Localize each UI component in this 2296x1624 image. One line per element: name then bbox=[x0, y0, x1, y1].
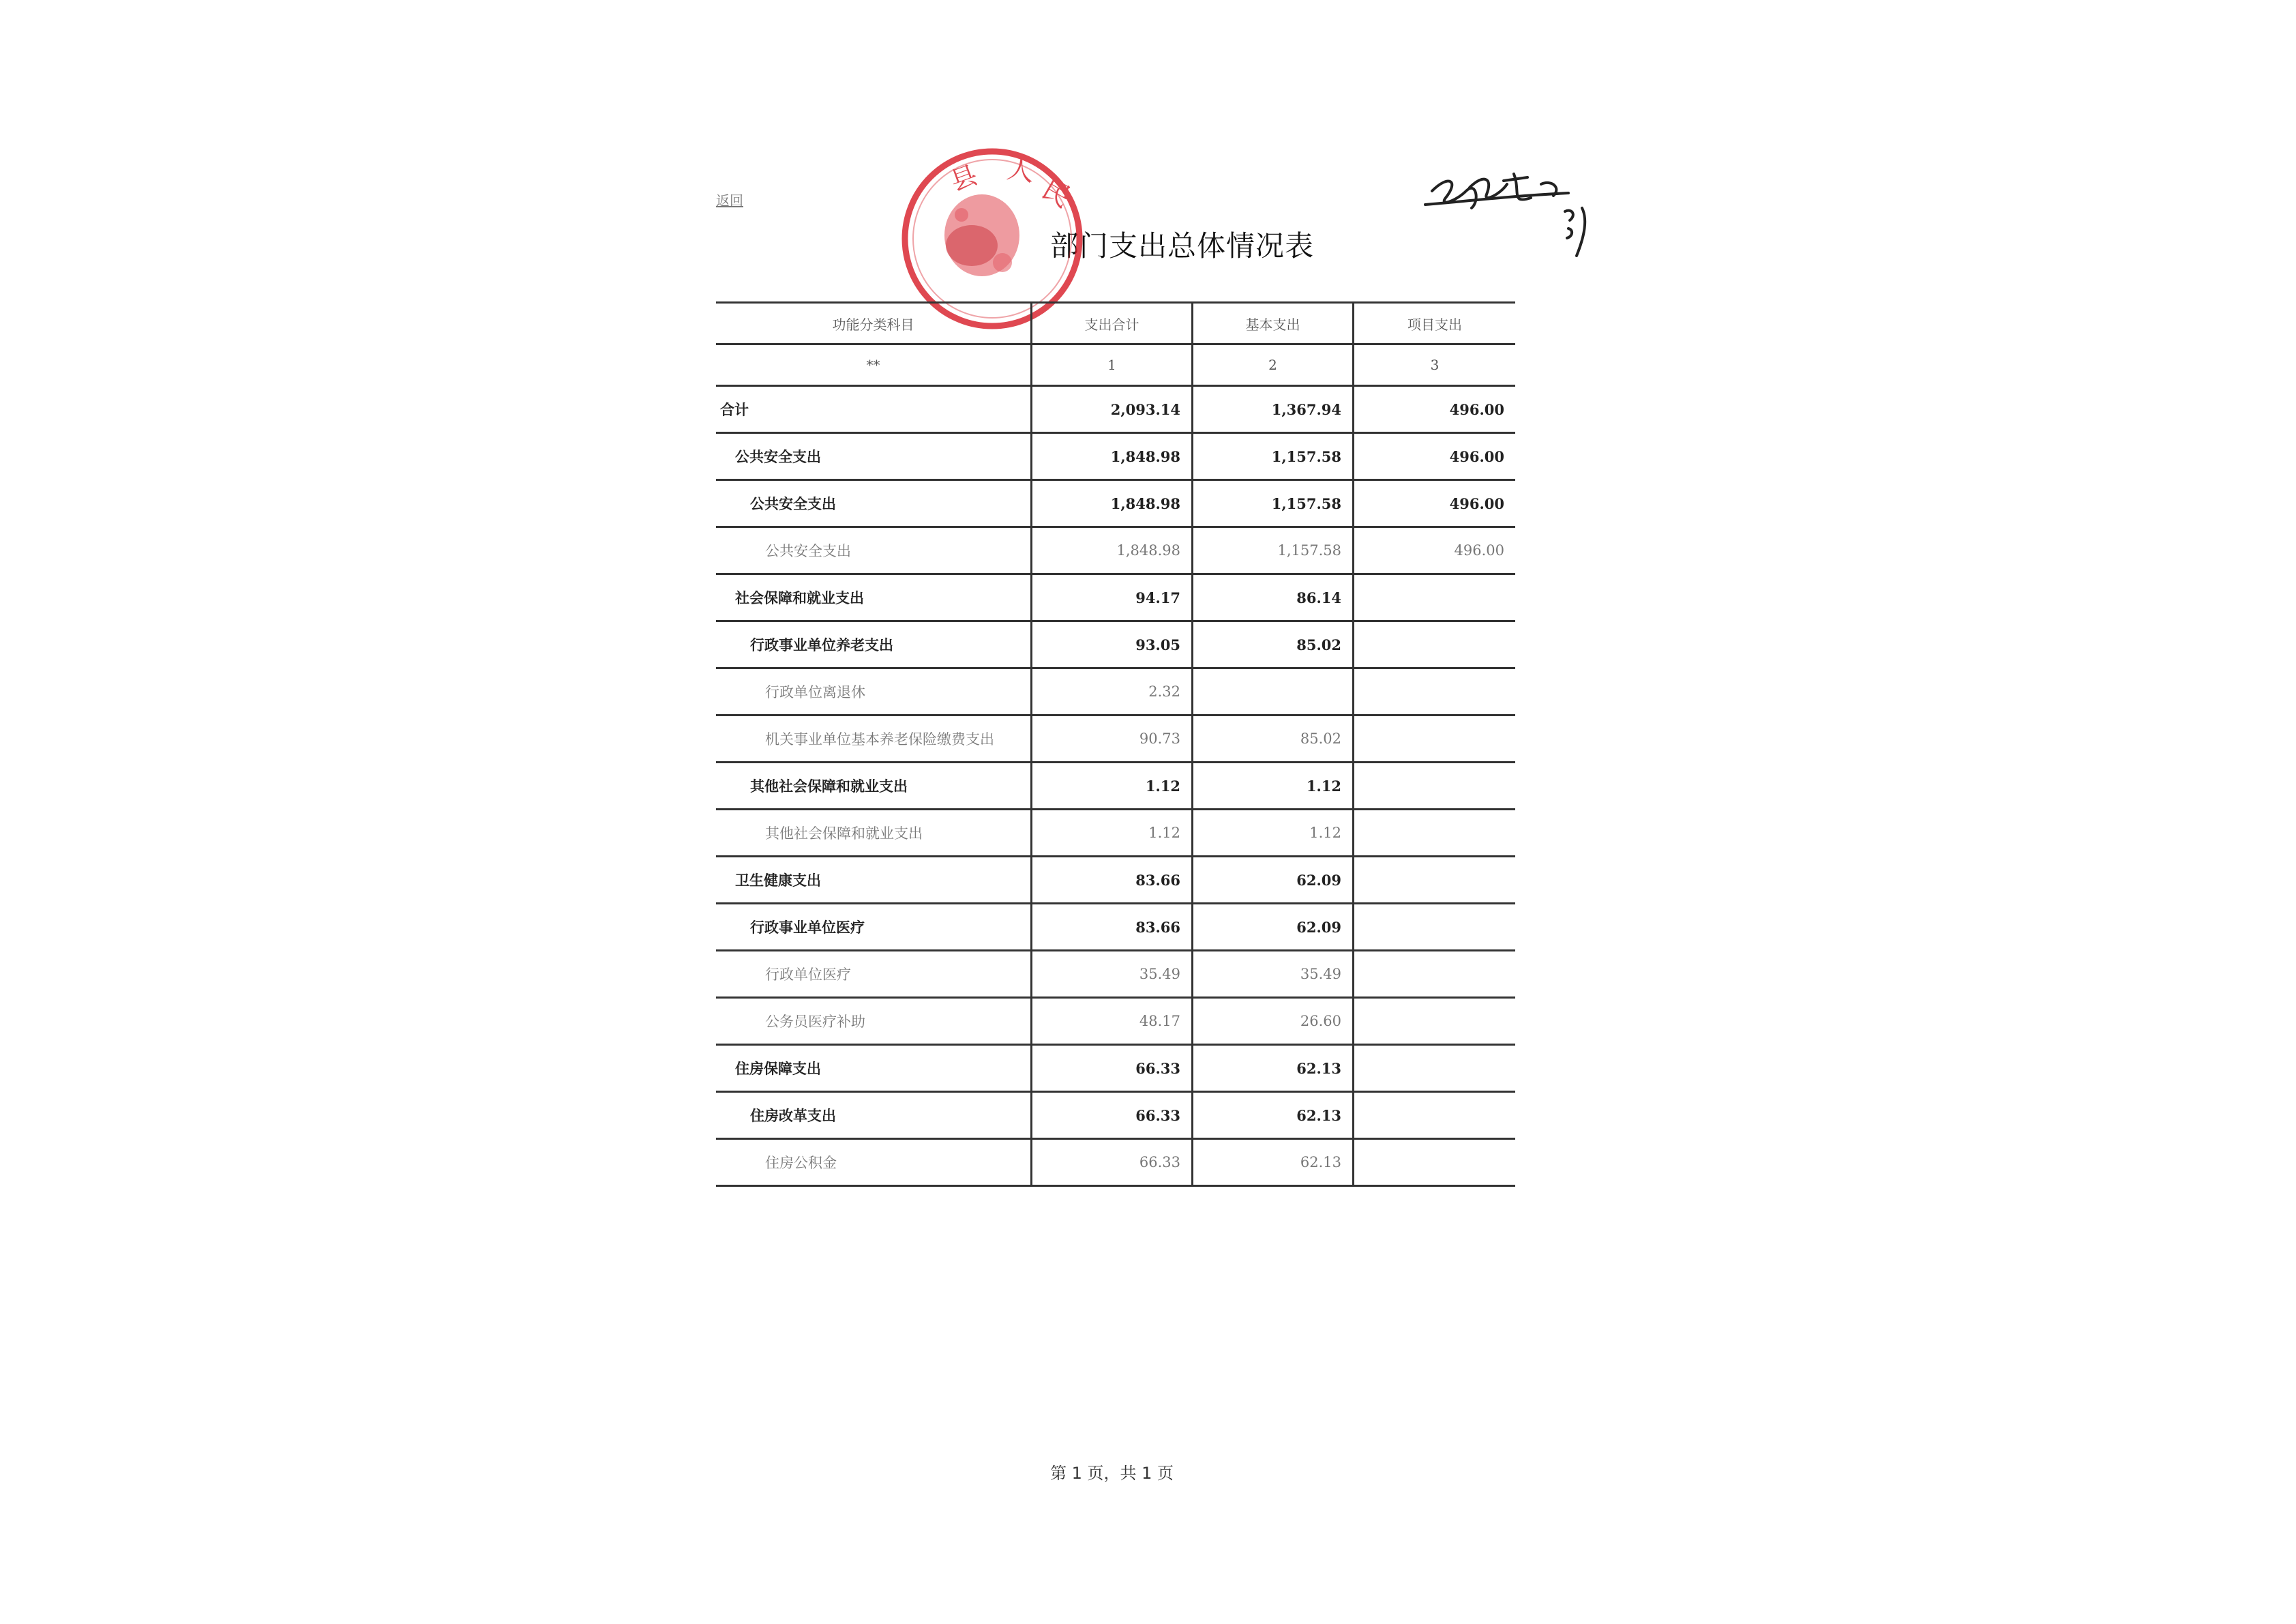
total-cell: 1.12 bbox=[1032, 810, 1193, 855]
basic-cell: 1,157.58 bbox=[1193, 481, 1354, 526]
column-index: 3 bbox=[1430, 357, 1440, 373]
basic-cell bbox=[1193, 669, 1354, 714]
total-cell: 83.66 bbox=[1032, 904, 1193, 949]
table-row bbox=[716, 528, 1515, 575]
row-label: 合计 bbox=[716, 387, 1032, 432]
total-cell: 66.33 bbox=[1032, 1140, 1193, 1185]
row-label: 住房公积金 bbox=[716, 1140, 1032, 1185]
column-header: 项目支出 bbox=[1407, 316, 1462, 333]
project-cell bbox=[1354, 716, 1515, 761]
project-cell bbox=[1354, 857, 1515, 902]
basic-cell: 86.14 bbox=[1193, 575, 1354, 620]
row-label: 行政事业单位医疗 bbox=[716, 904, 1032, 949]
column-header: 功能分类科目 bbox=[716, 304, 1032, 343]
basic-cell: 62.13 bbox=[1193, 1093, 1354, 1138]
basic-cell: 26.60 bbox=[1193, 999, 1354, 1044]
total-cell: 90.73 bbox=[1032, 716, 1193, 761]
row-label: 公共安全支出 bbox=[716, 434, 1032, 479]
table-row bbox=[716, 857, 1515, 904]
column-header: 基本支出 bbox=[1193, 304, 1354, 343]
project-cell bbox=[1354, 1093, 1515, 1138]
row-label: 公共安全支出 bbox=[716, 528, 1032, 573]
total-cell: 1,848.98 bbox=[1032, 434, 1193, 479]
table-row bbox=[716, 481, 1515, 528]
table-row bbox=[716, 904, 1515, 951]
total-cell: 1.12 bbox=[1032, 763, 1193, 808]
row-label: 机关事业单位基本养老保险缴费支出 bbox=[716, 716, 1032, 761]
basic-cell: 85.02 bbox=[1193, 622, 1354, 667]
column-index: 1 bbox=[1032, 345, 1193, 385]
page-title: 部门支出总体情况表 bbox=[1050, 229, 1315, 263]
svg-text:民: 民 bbox=[1037, 173, 1076, 214]
row-label: 公务员医疗补助 bbox=[716, 999, 1032, 1044]
column-index: ** bbox=[716, 345, 1032, 385]
table-row bbox=[716, 387, 1515, 434]
project-cell: 496.00 bbox=[1449, 447, 1504, 465]
row-label: 其他社会保障和就业支出 bbox=[716, 763, 1032, 808]
total-cell: 66.33 bbox=[1032, 1093, 1193, 1138]
project-cell bbox=[1354, 669, 1515, 714]
table-row bbox=[716, 669, 1515, 716]
total-cell: 93.05 bbox=[1032, 622, 1193, 667]
project-cell bbox=[1354, 575, 1515, 620]
project-cell bbox=[1354, 622, 1515, 667]
back-link[interactable]: 返回 bbox=[716, 192, 743, 209]
row-label: 行政事业单位养老支出 bbox=[716, 622, 1032, 667]
row-label: 其他社会保障和就业支出 bbox=[716, 810, 1032, 855]
table-row bbox=[716, 951, 1515, 999]
total-cell: 35.49 bbox=[1032, 951, 1193, 996]
project-cell bbox=[1354, 1046, 1515, 1091]
basic-cell: 62.13 bbox=[1193, 1140, 1354, 1185]
column-index: 2 bbox=[1193, 345, 1354, 385]
table-index-row bbox=[716, 345, 1515, 387]
row-label: 行政单位离退休 bbox=[716, 669, 1032, 714]
svg-text:人: 人 bbox=[1004, 153, 1037, 188]
project-cell bbox=[1354, 999, 1515, 1044]
basic-cell: 1,157.58 bbox=[1193, 528, 1354, 573]
table-row bbox=[716, 1093, 1515, 1140]
total-cell: 2,093.14 bbox=[1032, 387, 1193, 432]
total-cell: 1,848.98 bbox=[1032, 481, 1193, 526]
table-row bbox=[716, 810, 1515, 857]
basic-cell: 35.49 bbox=[1193, 951, 1354, 996]
total-cell: 66.33 bbox=[1032, 1046, 1193, 1091]
row-label: 公共安全支出 bbox=[716, 481, 1032, 526]
project-cell bbox=[1354, 763, 1515, 808]
basic-cell: 1,367.94 bbox=[1193, 387, 1354, 432]
table-row bbox=[716, 622, 1515, 669]
row-label: 住房保障支出 bbox=[716, 1046, 1032, 1091]
total-cell: 48.17 bbox=[1032, 999, 1193, 1044]
project-cell bbox=[1354, 904, 1515, 949]
basic-cell: 62.13 bbox=[1193, 1046, 1354, 1091]
row-label: 住房改革支出 bbox=[716, 1093, 1032, 1138]
total-cell: 1,848.98 bbox=[1032, 528, 1193, 573]
handwritten-signature bbox=[1418, 153, 1596, 269]
page-footer: 第 1 页，共 1 页 bbox=[1050, 1464, 1174, 1483]
basic-cell: 1,157.58 bbox=[1193, 434, 1354, 479]
basic-cell: 1.12 bbox=[1193, 810, 1354, 855]
basic-cell: 1.12 bbox=[1193, 763, 1354, 808]
table-row bbox=[716, 575, 1515, 622]
project-cell: 496.00 bbox=[1454, 542, 1504, 559]
total-cell: 94.17 bbox=[1032, 575, 1193, 620]
total-cell: 83.66 bbox=[1032, 857, 1193, 902]
table-header-row bbox=[716, 304, 1515, 345]
basic-cell: 85.02 bbox=[1193, 716, 1354, 761]
project-cell: 496.00 bbox=[1449, 400, 1504, 418]
column-header: 支出合计 bbox=[1032, 304, 1193, 343]
basic-cell: 62.09 bbox=[1193, 904, 1354, 949]
row-label: 社会保障和就业支出 bbox=[716, 575, 1032, 620]
project-cell bbox=[1354, 810, 1515, 855]
table-row bbox=[716, 716, 1515, 763]
table-row bbox=[716, 434, 1515, 481]
project-cell bbox=[1354, 1140, 1515, 1185]
expenditure-table bbox=[716, 301, 1515, 1187]
basic-cell: 62.09 bbox=[1193, 857, 1354, 902]
table-row bbox=[716, 999, 1515, 1046]
svg-text:县: 县 bbox=[946, 160, 981, 197]
row-label: 行政单位医疗 bbox=[716, 951, 1032, 996]
table-row bbox=[716, 1046, 1515, 1093]
table-row bbox=[716, 1140, 1515, 1187]
table-row bbox=[716, 763, 1515, 810]
project-cell: 496.00 bbox=[1449, 494, 1504, 512]
project-cell bbox=[1354, 951, 1515, 996]
row-label: 卫生健康支出 bbox=[716, 857, 1032, 902]
total-cell: 2.32 bbox=[1032, 669, 1193, 714]
